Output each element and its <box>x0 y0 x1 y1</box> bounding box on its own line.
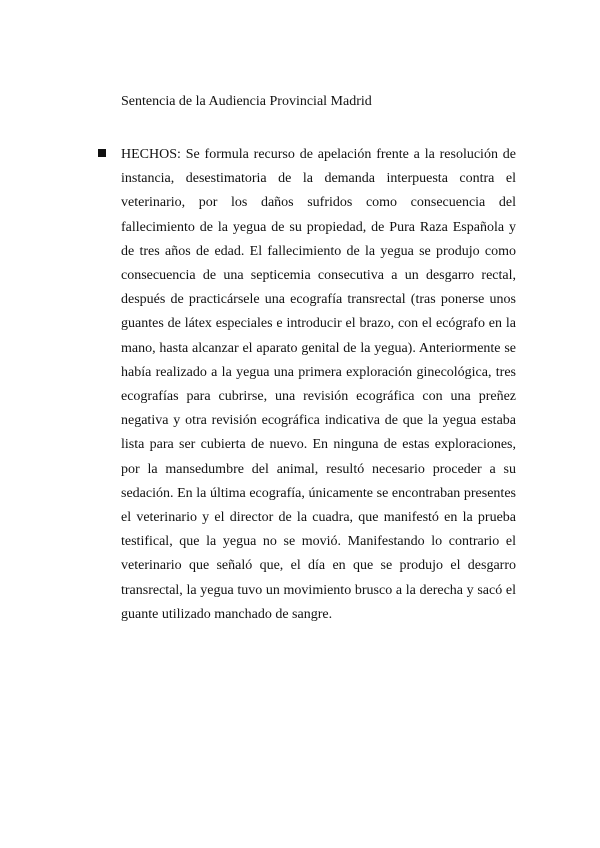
hechos-paragraph: HECHOS: Se formula recurso de apelación frente a la resolución de instancia, desestimatoria de la demanda interpuesta contra el veterinario, por los daños sufridos como consecuencia del fallecimiento de la yegua de su propiedad, de Pura Raza Española y de tres años de edad. El fallecimiento de la yegua se produjo como consecuencia de una septicemia consecutiva a un desgarro rectal, después de practicársele una ecografía transrectal (tras ponerse unos guantes de látex especiales e introducir el brazo, con el ecógrafo en la mano, hasta alcanzar el aparato genital de la yegua). Anteriormente se había realizado a la yegua una primera exploración ginecológica, tres ecografías para cubrirse, una revisión ecográfica con una preñez negativa y otra revisión ecográfica indicativa de que la yegua estaba lista para ser cubierta de nuevo. En ninguna de estas exploraciones, por la mansedumbre del animal, resultó necesario proceder a su sedación. En la última ecografía, únicamente se encontraban presentes el veterinario y el director de la cuadra, que manifestó en la prueba testifical, que la yegua no se movió. Manifestando lo contrario el veterinario que señaló que, el día en que se produjo el desgarro transrectal, la yegua tuvo un movimiento brusco a la derecha y sacó el guante utilizado manchado de sangre. <box>121 147 516 622</box>
document-title: Sentencia de la Audiencia Provincial Madrid <box>121 94 372 109</box>
square-bullet-icon <box>98 149 106 157</box>
